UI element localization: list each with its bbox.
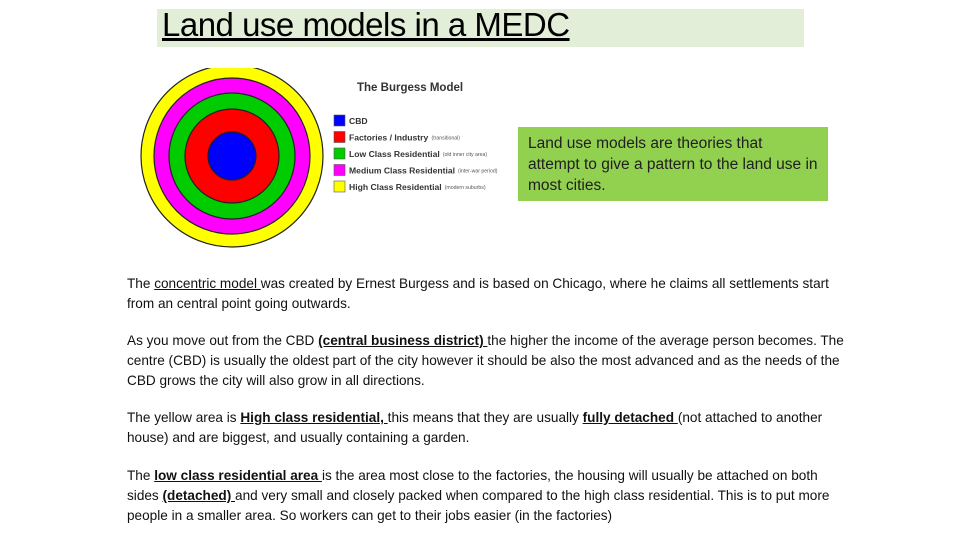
text-span: As you move out from the CBD	[127, 333, 319, 348]
legend-factories-swatch	[334, 132, 345, 143]
term-fully-detached: fully detached	[582, 410, 678, 425]
term-concentric-model: concentric model	[154, 276, 261, 291]
legend-medium-class-label: Medium Class Residential	[349, 165, 456, 176]
text-span: is the area most close to the factories, the housing will usually be attached on both sides	[127, 468, 818, 503]
paragraph-concentric-model	[127, 274, 847, 314]
slide-title: Land use models in a MEDC	[162, 6, 570, 43]
text-span: the higher the income of the average person becomes. The centre (CBD) is usually the oldest part of the city however it should be also the most advanced and as the needs of the CBD grows the city will also grow in all directions.	[127, 333, 844, 388]
concentric-rings	[141, 68, 323, 247]
legend-low-class-note: (old inner city area)	[442, 152, 488, 158]
legend-cbd-swatch	[334, 115, 345, 126]
ring-cbd	[208, 132, 256, 180]
text-span: this means that they are usually	[387, 410, 583, 425]
paragraph-low-class	[127, 466, 847, 526]
text-span: was created by Ernest Burgess and is based on Chicago, where he claims all settlements start from an central point going outwards.	[127, 276, 829, 311]
legend-medium-class-note: (inter-war period)	[458, 168, 498, 175]
term-detached: (detached)	[162, 488, 236, 503]
legend-low-class-label: Low Class Residential	[349, 149, 440, 159]
burgess-model-diagram	[135, 68, 510, 263]
paragraph-high-class	[127, 408, 847, 448]
term-high-class-residential: High class residential,	[240, 410, 388, 425]
paragraph-cbd	[127, 331, 847, 391]
text-span: (not attached to another house) and are biggest, and usually containing a garden.	[127, 410, 823, 445]
text-span: The	[127, 276, 155, 291]
definition-callout: Land use models are theories that attempt to give a pattern to the land use in most cities.	[518, 127, 828, 201]
model-heading: The Burgess Model	[357, 82, 464, 94]
term-cbd: (central business district)	[318, 333, 488, 348]
text-span: The yellow area is	[127, 410, 241, 425]
legend-cbd-label: CBD	[349, 116, 368, 126]
legend-factories-note: (transitional)	[431, 135, 461, 142]
term-low-class-residential: low class residential area	[154, 468, 322, 483]
legend-low-class-swatch	[334, 148, 345, 159]
legend-high-class-swatch	[334, 181, 345, 192]
legend-factories-label: Factories / Industry	[349, 132, 429, 143]
text-span: and very small and closely packed when compared to the high class residential. This is to put more people in a smaller area. So workers can get to their jobs easier (in the factories)	[127, 488, 830, 523]
legend-medium-class-swatch	[334, 165, 345, 176]
text-span: The	[127, 468, 155, 483]
legend-high-class-label: High Class Residential	[349, 182, 442, 192]
legend-high-class-note: (modern suburbs)	[444, 185, 486, 191]
